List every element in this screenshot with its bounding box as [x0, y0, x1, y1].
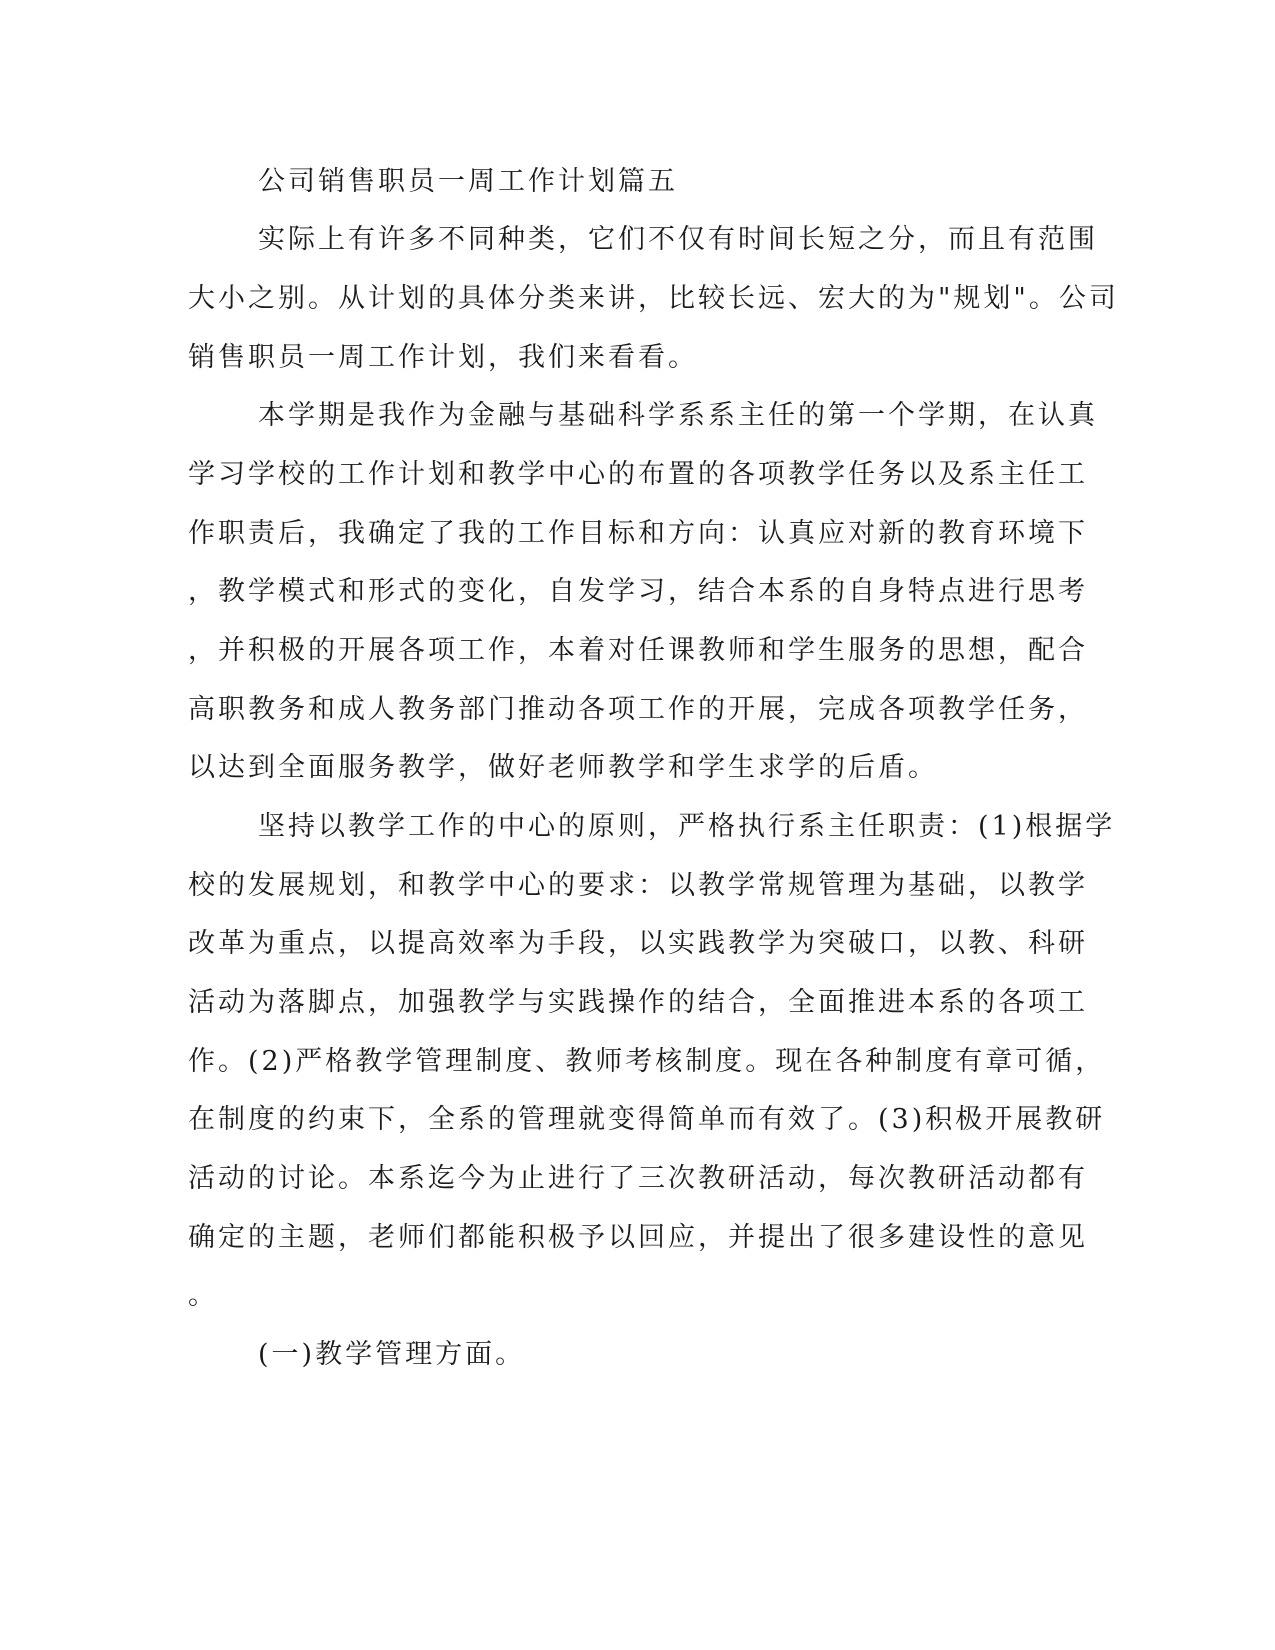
paragraph-2-line-7: 以达到全面服务教学，做好老师教学和学生求学的后盾。 — [188, 752, 938, 783]
paragraph-3-line-3: 改革为重点，以提高效率为手段，以实践教学为突破口，以教、科研 — [188, 928, 1088, 959]
paragraph-3-line-9: 。 — [188, 1280, 218, 1311]
paragraph-3-line-1: 坚持以教学工作的中心的原则，严格执行系主任职责：(1)根据学 — [258, 811, 1116, 842]
paragraph-2-line-6: 高职教务和成人教务部门推动各项工作的开展，完成各项教学任务， — [188, 694, 1088, 725]
paragraph-2-line-5: ，并积极的开展各项工作，本着对任课教师和学生服务的思想，配合 — [188, 635, 1088, 666]
paragraph-3-line-5: 作。(2)严格教学管理制度、教师考核制度。现在各种制度有章可循， — [188, 1046, 1106, 1077]
paragraph-3-line-2: 校的发展规划，和教学中心的要求：以教学常规管理为基础，以教学 — [188, 870, 1088, 901]
document-title: 公司销售职员一周工作计划篇五 — [258, 166, 678, 197]
paragraph-2-line-4: ，教学模式和形式的变化，自发学习，结合本系的自身特点进行思考 — [188, 576, 1088, 607]
paragraph-3-line-8: 确定的主题，老师们都能积极予以回应，并提出了很多建设性的意见 — [188, 1222, 1088, 1253]
paragraph-1-line-2: 大小之别。从计划的具体分类来讲，比较长远、宏大的为"规划"。公司 — [188, 283, 1119, 314]
paragraph-2-line-2: 学习学校的工作计划和教学中心的布置的各项教学任务以及系主任工 — [188, 459, 1088, 490]
paragraph-1-line-1: 实际上有许多不同种类，它们不仅有时间长短之分，而且有范围 — [258, 224, 1098, 255]
section-heading: (一)教学管理方面。 — [258, 1339, 526, 1370]
paragraph-3-line-7: 活动的讨论。本系迄今为止进行了三次教研活动，每次教研活动都有 — [188, 1163, 1088, 1194]
paragraph-1-line-3: 销售职员一周工作计划，我们来看看。 — [188, 342, 698, 373]
paragraph-2-line-3: 作职责后，我确定了我的工作目标和方向：认真应对新的教育环境下 — [188, 518, 1088, 549]
paragraph-3-line-6: 在制度的约束下，全系的管理就变得简单而有效了。(3)积极开展教研 — [188, 1104, 1106, 1135]
paragraph-3-line-4: 活动为落脚点，加强教学与实践操作的结合，全面推进本系的各项工 — [188, 987, 1088, 1018]
paragraph-2-line-1: 本学期是我作为金融与基础科学系系主任的第一个学期，在认真 — [258, 400, 1098, 431]
